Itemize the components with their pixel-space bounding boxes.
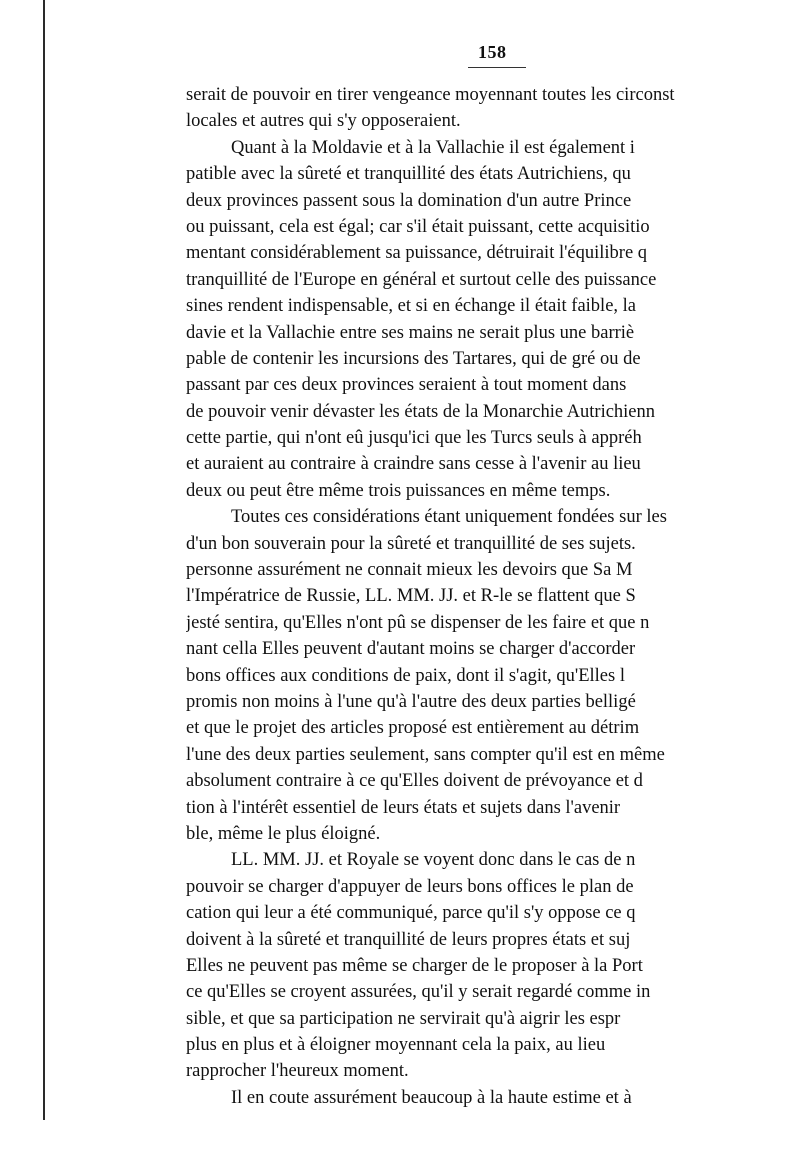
text-line: ble, même le plus éloigné. (186, 823, 381, 844)
text-line: cation qui leur a été communiqué, parce qu'il s'y oppose ce q (186, 903, 636, 924)
text-line: tranquillité de l'Europe en général et surtout celle des puissance (186, 269, 657, 290)
text-line: sines rendent indispensable, et si en échange il était faible, la (186, 296, 637, 317)
text-line: doivent à la sûreté et tranquillité de leurs propres états et suj (186, 929, 631, 950)
text-line: deux provinces passent sous la domination d'un autre Prince (186, 190, 632, 211)
text-line: nant cella Elles peuvent d'autant moins se charger d'accorder (186, 639, 636, 660)
text-line: davie et la Vallachie entre ses mains ne serait plus une barriè (186, 322, 635, 343)
text-line: plus en plus et à éloigner moyennant cela la paix, au lieu (186, 1035, 606, 1056)
text-line: jesté sentira, qu'Elles n'ont pû se dispenser de les faire et que n (186, 612, 650, 633)
text-line: d'un bon souverain pour la sûreté et tranquillité de ses sujets. (186, 533, 636, 554)
text-line: bons offices aux conditions de paix, dont il s'agit, qu'Elles l (186, 665, 625, 686)
text-line: ou puissant, cela est égal; car s'il était puissant, cette acquisitio (186, 216, 650, 237)
page-number: 158 (478, 42, 507, 62)
text-line: personne assurément ne connait mieux les devoirs que Sa M (186, 560, 633, 581)
text-line: pable de contenir les incursions des Tartares, qui de gré ou de (186, 348, 641, 369)
text-line: passant par ces deux provinces seraient à tout moment dans (186, 375, 627, 396)
text-line: l'une des deux parties seulement, sans compter qu'il est en même (186, 744, 665, 765)
text-line: pouvoir se charger d'appuyer de leurs bons offices le plan de (186, 876, 634, 897)
text-line: cette partie, qui n'ont eû jusqu'ici que les Turcs seuls à appréh (186, 428, 642, 449)
text-line: ce qu'Elles se croyent assurées, qu'il y serait regardé comme in (186, 982, 651, 1003)
text-line: Il en coute assurément beaucoup à la haute estime et à (231, 1087, 632, 1108)
text-line: sible, et que sa participation ne servirait qu'à aigrir les espr (186, 1008, 621, 1029)
text-line: tion à l'intérêt essentiel de leurs états et sujets dans l'avenir (186, 797, 621, 818)
text-line: Toutes ces considérations étant uniquement fondées sur les (231, 507, 667, 528)
text-line: l'Impératrice de Russie, LL. MM. JJ. et R-le se flattent que S (186, 586, 636, 607)
binding-margin-line (43, 0, 45, 1120)
page-number-underline (468, 67, 526, 68)
text-line: mentant considérablement sa puissance, détruirait l'équilibre q (186, 243, 648, 264)
text-line: Elles ne peuvent pas même se charger de le proposer à la Port (186, 955, 643, 976)
text-line: patible avec la sûreté et tranquillité des états Autrichiens, qu (186, 164, 631, 185)
text-line: et auraient au contraire à craindre sans cesse à l'avenir au lieu (186, 454, 641, 475)
text-line: et que le projet des articles proposé est entièrement au détrim (186, 718, 640, 739)
text-line: deux ou peut être même trois puissances en même temps. (186, 480, 611, 501)
text-line: locales et autres qui s'y opposeraient. (186, 111, 461, 132)
text-line: de pouvoir venir dévaster les états de la Monarchie Autrichienn (186, 401, 656, 422)
text-line: absolument contraire à ce qu'Elles doivent de prévoyance et d (186, 771, 643, 792)
text-line: Quant à la Moldavie et à la Vallachie il est également i (231, 137, 635, 158)
text-line: promis non moins à l'une qu'à l'autre des deux parties belligé (186, 691, 636, 712)
text-line: rapprocher l'heureux moment. (186, 1061, 409, 1082)
text-line: serait de pouvoir en tirer vengeance moyennant toutes les circonst (186, 85, 675, 105)
body-text (186, 82, 754, 1111)
text-line: LL. MM. JJ. et Royale se voyent donc dans le cas de n (231, 850, 636, 871)
